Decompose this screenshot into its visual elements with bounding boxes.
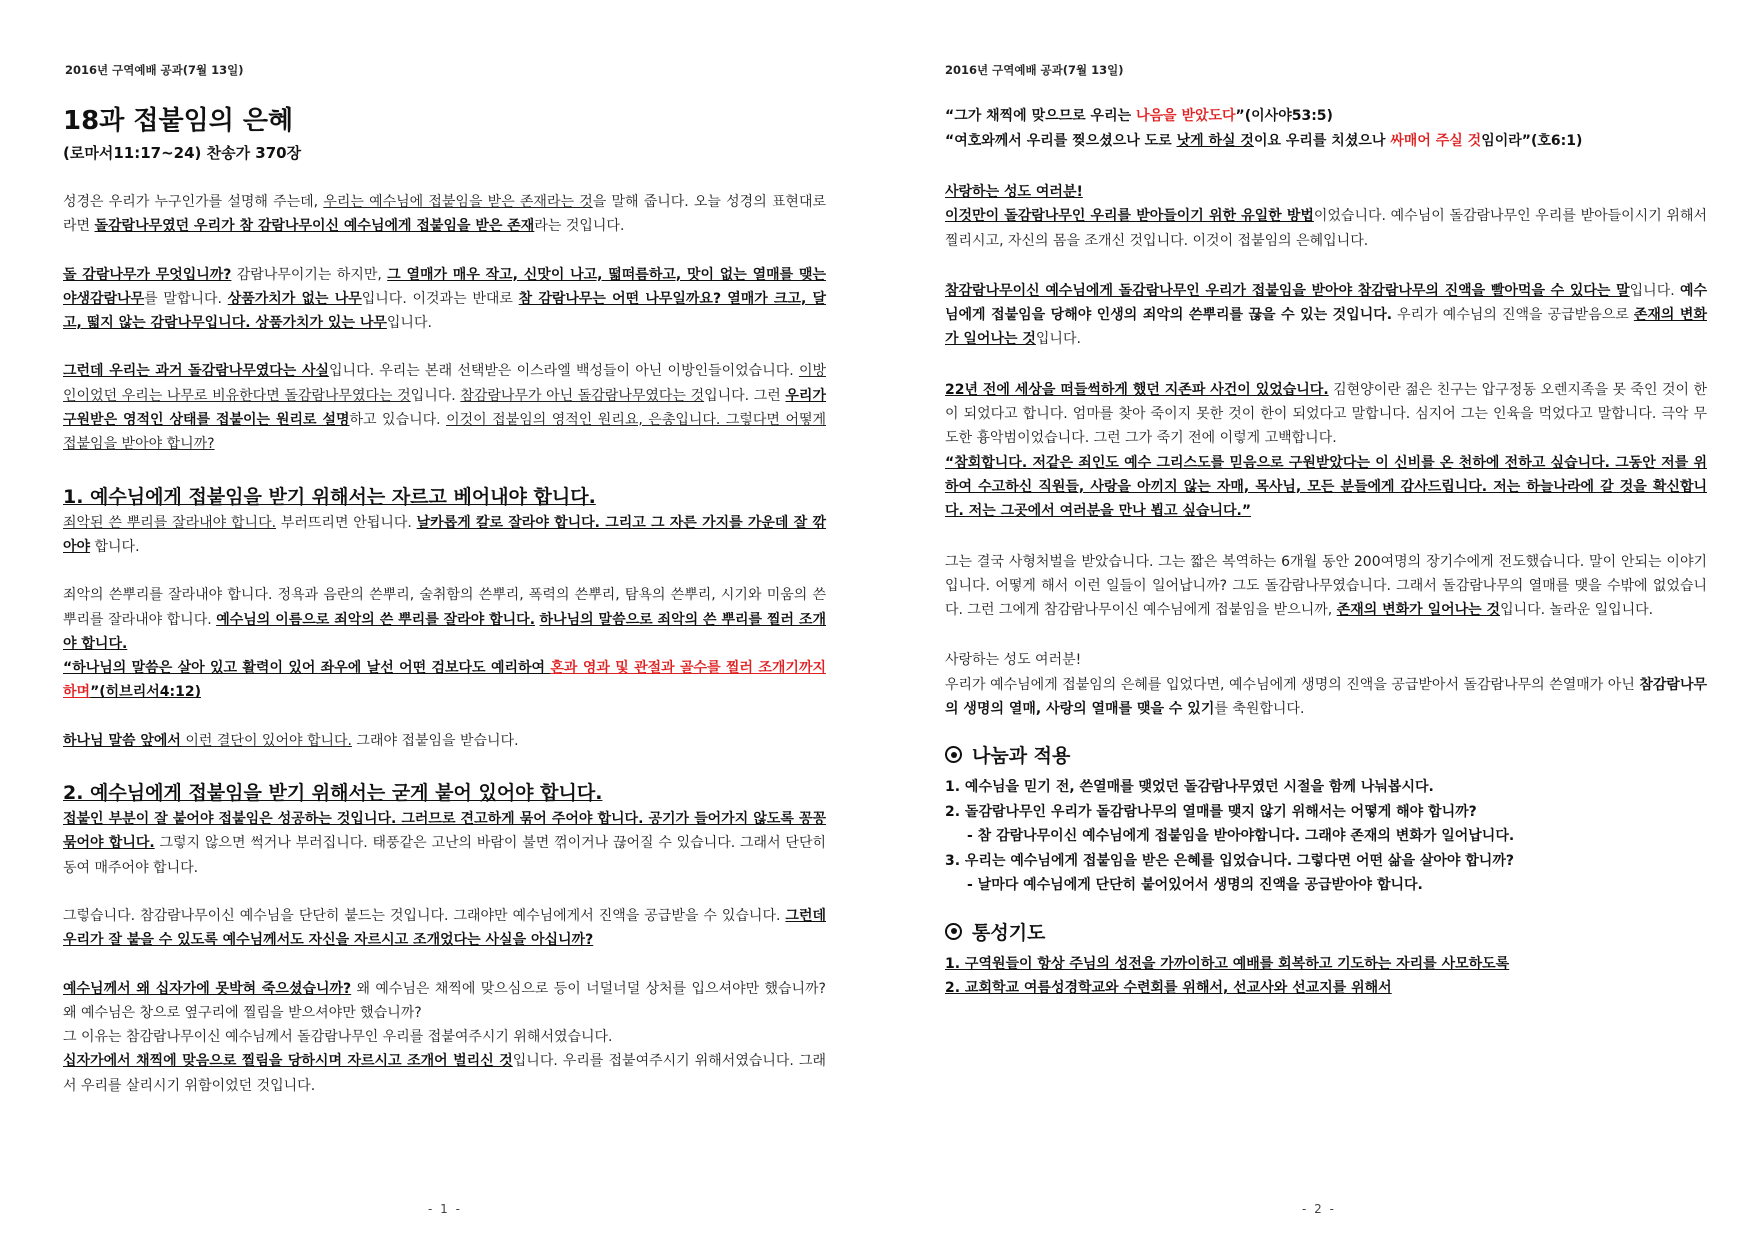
section-1-paragraph-2: 죄악의 쓴뿌리를 잘라내야 합니다. 정욕과 음란의 쓴뿌리, 술취함의 쓴뿌리, 폭력의 쓴뿌리, 탐욕의 쓴뿌리, 시기와 미움의 쓴뿌리를 잘라내야 합니다. 예수님의 이름으로 죄악의 쓴 뿌리를 잘라야 합니다. 하나님의 말씀으로 죄악의 쓴 뿌리를 찔러 조개야 합니다. xyxy=(63,587,826,652)
section-2-paragraph-3: 예수님께서 왜 십자가에 못박혀 죽으셨습니까? 왜 예수님은 채찍에 맞으심으로 등이 너덜너덜 상처를 입으셔야만 했습니까? 왜 예수님은 창으로 옆구리에 찔림을 받으셔야만 했습니까? xyxy=(63,980,826,1021)
target-circle-icon xyxy=(945,746,962,763)
grace-paragraph: 이것만이 돌감람나무인 우리를 받아들이기 위한 유일한 방법이었습니다. 예수님이 돌감람나무인 우리를 받아들이시기 위해서 찔리시고, 자신의 몸을 조개신 것입니다. 이것이 접붙임의 은혜입니다. xyxy=(945,208,1707,249)
section-2-heading: 2. 예수님에게 접붙임을 받기 위해서는 굳게 붙어 있어야 합니다. xyxy=(63,782,603,805)
section-2-paragraph-2: 그렇습니다. 참감람나무이신 예수님을 단단히 붙드는 것입니다. 그래야만 예수님에게서 진액을 공급받을 수 있습니다. 그런데 우리가 잘 붙을 수 있도록 예수님께서도 자신을 자르시고 조개었다는 사실을 아십니까? xyxy=(63,907,826,949)
sap-paragraph: 참감람나무이신 예수님에게 돌감람나무인 우리가 접붙임을 받아야 참감람나무의 진액을 빨아먹을 수 있다는 말입니다. 예수님에게 접붙임을 당해야 인생의 죄악의 쓴뿌리를 끊을 수 있는 것입니다. 우리가 예수님의 진액을 공급받음으로 존재의 변화가 일어나는 것입니다. xyxy=(945,282,1707,348)
greeting-1: 사랑하는 성도 여러분! xyxy=(945,184,1083,200)
page-header: 2016년 구역예배 공과(7월 13일) xyxy=(945,63,1124,77)
question-3: 3. 우리는 예수님에게 접붙임을 받은 은혜를 입었습니다. 그렇다면 어떤 삶을 살아야 합니까? xyxy=(945,852,1514,869)
section-1-heading: 1. 예수님에게 접붙임을 받기 위해서는 자르고 베어내야 합니다. xyxy=(63,485,596,508)
intro-paragraph: 성경은 우리가 누구인가를 설명해 주는데, 우리는 예수님에 접붙임을 받은 존재라는 것을 말해 줍니다. 오늘 성경의 표현대로라면 돌감람나무였던 우리가 참 감람나무이신 예수님에게 접붙임을 받은 존재라는 것입니다. xyxy=(63,194,827,235)
page-2-content xyxy=(945,104,1707,1001)
blessing-paragraph: 우리가 예수님에게 접붙임의 은혜를 입었다면, 예수님에게 생명의 진액을 공급받아서 돌감람나무의 쓴열매가 아닌 참감람나무의 생명의 열매, 사랑의 열매를 맺을 수 있기를 축원합니다. xyxy=(945,676,1707,718)
page-1-content xyxy=(63,104,826,1098)
prayer-heading: 통성기도 xyxy=(945,918,1707,948)
lesson-title: 18과 접붙임의 은혜 xyxy=(63,106,294,136)
page-2 xyxy=(877,0,1754,1240)
hebrews-quote: “하나님의 말씀은 살아 있고 활력이 있어 좌우에 날선 어떤 검보다도 예리하여 혼과 영과 및 관절과 골수를 찔러 조개기까지 하며”(히브리서4:12) xyxy=(63,660,826,701)
story-paragraph: 22년 전에 세상을 떠들썩하게 했던 지존파 사건이 있었습니다. 김현양이란 젊은 친구는 압구정동 오렌지족을 못 죽인 것이 한이 되었다고 합니다. 엄마를 찾아 죽이지 못한 것이 한이 되었다고 말합니다. 심지어 그는 인육을 먹었다고 말합니다. 극악 무도한 흉악범이었습니다. 그런 그가 죽기 전에 이렇게 고백합니다. xyxy=(945,381,1707,447)
past-paragraph: 그런데 우리는 과거 돌감람나무였다는 사실입니다. 우리는 본래 선택받은 이스라엘 백성들이 아닌 이방인들이었습니다. 이방인이었던 우리는 나무로 비유한다면 돌감람나무였다는 것입니다. 참감람나무가 아닌 돌감람나무였다는 것입니다. 그런 우리가 구원받은 영적인 상태를 접붙이는 원리로 설명하고 있습니다. 이것이 접붙임의 영적인 원리요, 은총입니다. 그렇다면 어떻게 접붙임을 받아야 합니까? xyxy=(63,363,827,453)
target-circle-icon xyxy=(945,923,962,940)
olive-tree-paragraph: 돌 감람나무가 무엇입니까? 감람나무이기는 하지만, 그 열매가 매우 작고, 신맛이 나고, 떫떠름하고, 맛이 없는 열매를 맺는 야생감람나무를 말합니다. 상품가치가 없는 나무입니다. 이것과는 반대로 참 감람나무는 어떤 나무일까요? 열매가 크고, 달고, 떫지 않는 감람나무입니다. 상품가치가 있는 나무입니다. xyxy=(63,266,827,332)
section-2-paragraph-4: 그 이유는 참감람나무이신 예수님께서 돌감람나무인 우리를 접붙여주시기 위해서였습니다. xyxy=(63,1029,613,1046)
confession-quote: “참회합니다. 저같은 죄인도 예수 그리스도를 믿음으로 구원받았다는 이 신비를 온 천하에 전하고 싶습니다. 그동안 저를 위하여 수고하신 직원들, 사랑을 아끼지 않는 자매, 목사님, 모든 분들에게 감사드립니다. 저는 하늘나라에 갈 것을 확신합니다. 저는 그곳에서 여러분을 만나 뵙고 싶습니다.” xyxy=(945,454,1707,520)
answer-3: - 날마다 예수님에게 단단히 붙어있어서 생명의 진액을 공급받아야 합니다. xyxy=(967,877,1423,894)
isaiah-verse: “그가 채찍에 맞으므로 우리는 나음을 받았도다”(이사야53:5) xyxy=(945,108,1333,124)
prayer-item-2: 2. 교회학교 여름성경학교와 수련회를 위해서, 선교사와 선교지를 위해서 xyxy=(945,980,1392,997)
question-1: 1. 예수님을 믿기 전, 쓴열매를 맺었던 돌감람나무였던 시절을 함께 나눠봅시다. xyxy=(945,779,1434,796)
page-number: - 1 - xyxy=(428,1202,462,1216)
greeting-2: 사랑하는 성도 여러분! xyxy=(945,652,1082,669)
hosea-verse: “여호와께서 우리를 찢으셨으나 도로 낫게 하실 것이요 우리를 치셨으나 싸매어 주실 것임이라”(호6:1) xyxy=(945,133,1583,149)
prayer-item-1: 1. 구역원들이 항상 주님의 성전을 가까이하고 예배를 회복하고 기도하는 자리를 사모하도록 xyxy=(945,955,1510,972)
sharing-heading: 나눔과 적용 xyxy=(945,741,1707,771)
page-header: 2016년 구역예배 공과(7월 13일) xyxy=(65,63,244,77)
answer-2: - 참 감람나무이신 예수님에게 접붙임을 받아야합니다. 그래야 존재의 변화가 일어납니다. xyxy=(967,828,1515,845)
section-2-paragraph-1: 접붙인 부분이 잘 붙어야 접붙임은 성공하는 것입니다. 그러므로 견고하게 묶어 주어야 합니다. 공기가 들어가지 않도록 꽁꽁 묶어야 합니다. 그렇지 않으면 썩거나 부러집니다. 태풍같은 고난의 바람이 불면 꺾이거나 끊어질 수 있습니다. 그래서 단단히 동여 매주어야 합니다. xyxy=(63,811,826,876)
question-2: 2. 돌감람나무인 우리가 돌감람나무의 열매를 맺지 않기 위해서는 어떻게 해야 합니까? xyxy=(945,803,1477,820)
section-2-paragraph-5: 십자가에서 채찍에 맞음으로 찔림을 당하시며 자르시고 조개어 벌리신 것입니다. 우리를 접붙여주시기 위해서였습니다. 그래서 우리를 살리시기 위함이었던 것입니다. xyxy=(63,1053,826,1094)
result-paragraph: 그는 결국 사형처벌을 받았습니다. 그는 짧은 복역하는 6개월 동안 200여명의 장기수에게 전도했습니다. 말이 안되는 이야기입니다. 어떻게 해서 이런 일들이 일어납니까? 그도 돌감람나무였습니다. 그래서 돌감람나무의 열매를 맺을 수밖에 없었습니다. 그런 그에게 참감람나무이신 예수님에게 접붙임을 받으니까, 존재의 변화가 일어나는 것입니다. 놀라운 일입니다. xyxy=(945,553,1707,619)
section-1-paragraph-3: 하나님 말씀 앞에서 이런 결단이 있어야 합니다. 그래야 접붙임을 받습니다. xyxy=(63,732,519,749)
scripture-reference: (로마서11:17~24) 찬송가 370장 xyxy=(63,144,302,162)
section-1-paragraph-1: 죄악된 쓴 뿌리를 잘라내야 합니다. 부러뜨리면 안됩니다. 날카롭게 칼로 잘라야 합니다. 그리고 그 자른 가지를 가운데 잘 깎아야 합니다. xyxy=(63,514,826,555)
sharing-questions xyxy=(945,775,1707,898)
page-number: - 2 - xyxy=(1302,1202,1336,1216)
prayer-items xyxy=(945,952,1707,1001)
